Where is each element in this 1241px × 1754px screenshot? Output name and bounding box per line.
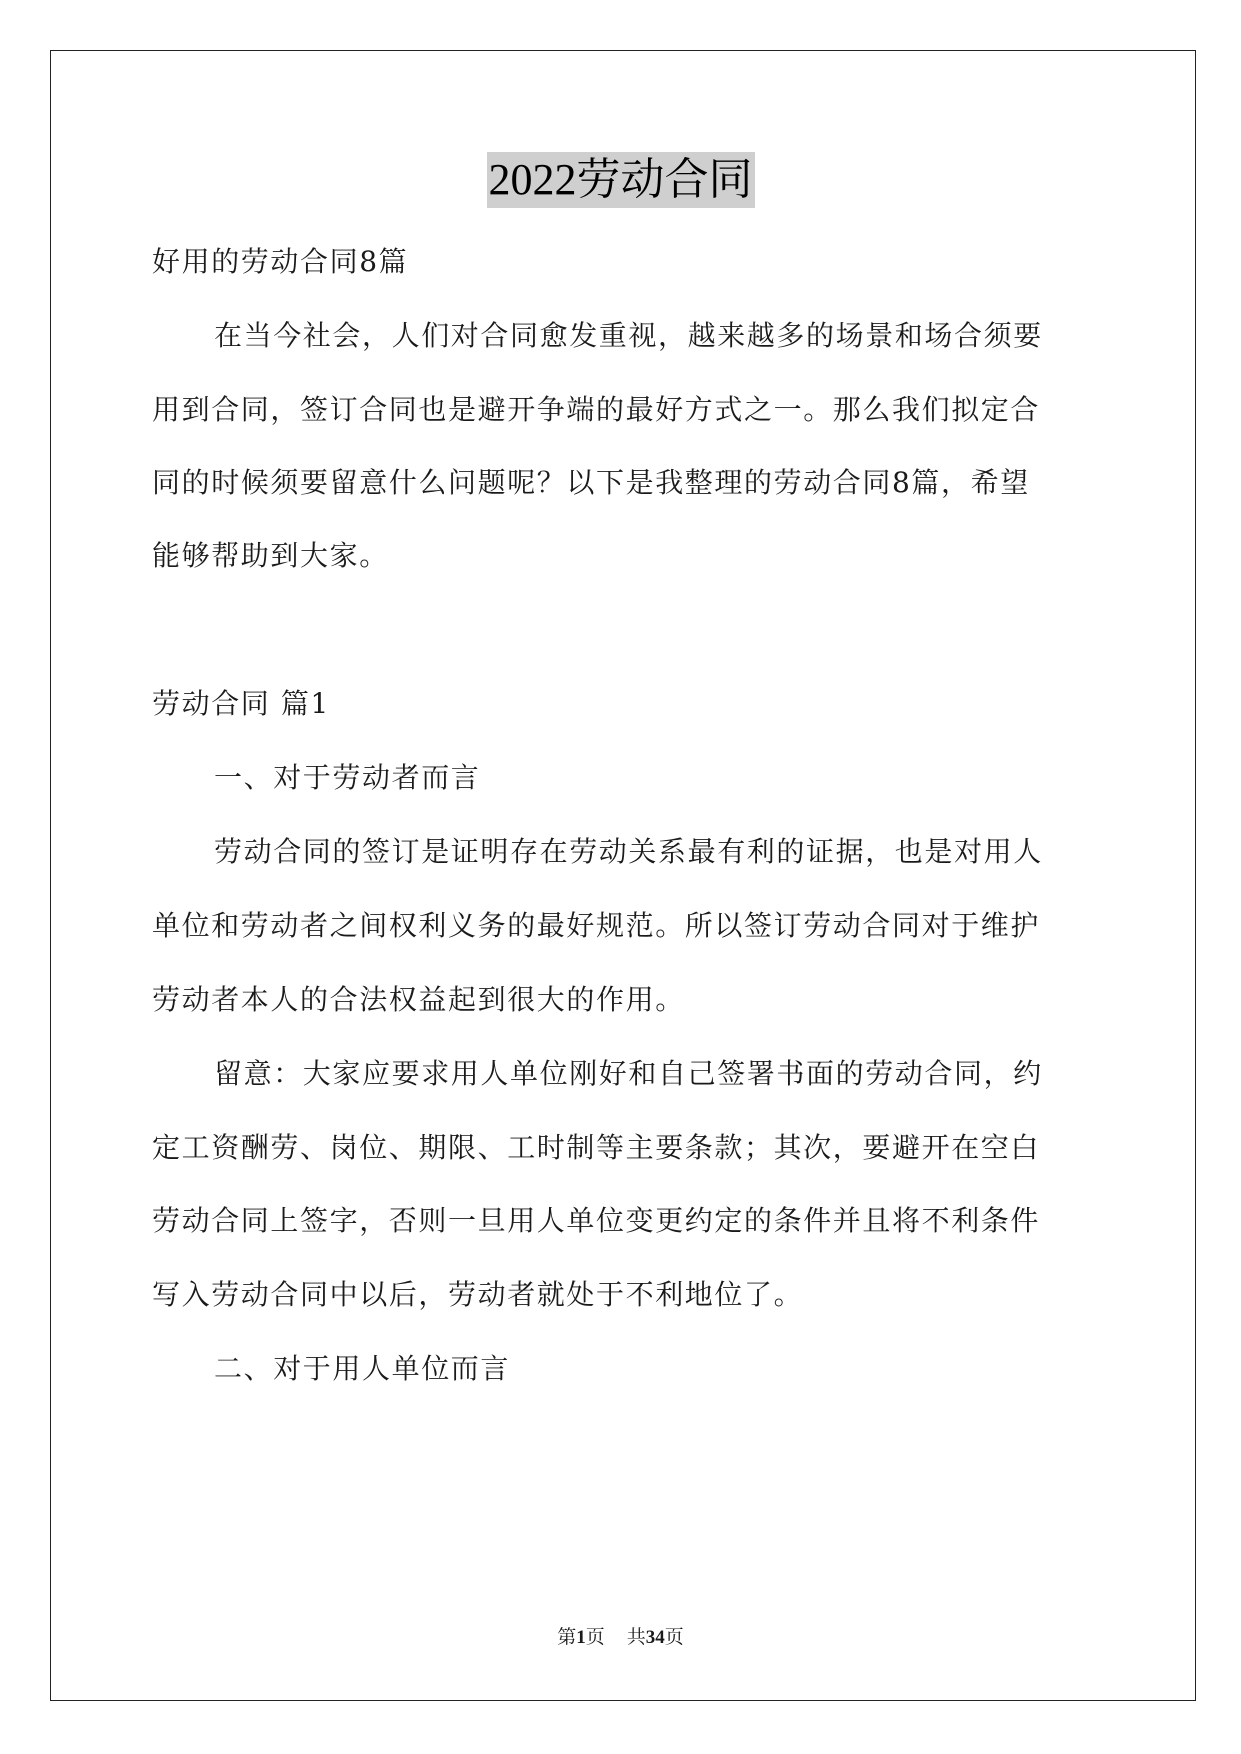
subsection-heading: 二、对于用人单位而言	[214, 1352, 511, 1385]
total-prefix: 共	[626, 1627, 646, 1648]
total-suffix: 页	[664, 1627, 684, 1648]
section-heading: 劳动合同 篇1	[152, 687, 330, 720]
paragraph-line: 留意：大家应要求用人单位刚好和自己签署书面的劳动合同，约	[214, 1057, 1043, 1090]
page-prefix: 第	[557, 1627, 577, 1648]
subsection-heading: 一、对于劳动者而言	[214, 761, 481, 794]
page-suffix: 页	[585, 1627, 605, 1648]
paragraph-line: 单位和劳动者之间权利义务的最好规范。所以签订劳动合同对于维护	[152, 909, 1041, 942]
paragraph-line: 同的时候须要留意什么问题呢？以下是我整理的劳动合同8篇，希望	[152, 466, 1030, 499]
title-container	[0, 152, 1241, 208]
paragraph-line: 写入劳动合同中以后，劳动者就处于不利地位了。	[152, 1278, 804, 1311]
page-border	[50, 50, 1196, 1701]
page-number: 1	[576, 1627, 586, 1648]
page-footer	[0, 1626, 1241, 1650]
document-subtitle: 好用的劳动合同8篇	[152, 245, 409, 278]
document-title: 2022劳动合同	[487, 152, 755, 208]
paragraph-line: 在当今社会，人们对合同愈发重视，越来越多的场景和场合须要	[214, 319, 1043, 352]
paragraph-line: 用到合同，签订合同也是避开争端的最好方式之一。那么我们拟定合	[152, 393, 1041, 426]
paragraph-line: 劳动者本人的合法权益起到很大的作用。	[152, 983, 685, 1016]
total-pages: 34	[645, 1627, 665, 1648]
paragraph-line: 劳动合同的签订是证明存在劳动关系最有利的证据，也是对用人	[214, 835, 1043, 868]
paragraph-line: 定工资酬劳、岗位、期限、工时制等主要条款；其次，要避开在空白	[152, 1131, 1041, 1164]
paragraph-line: 劳动合同上签字，否则一旦用人单位变更约定的条件并且将不利条件	[152, 1204, 1041, 1237]
paragraph-line: 能够帮助到大家。	[152, 539, 389, 572]
